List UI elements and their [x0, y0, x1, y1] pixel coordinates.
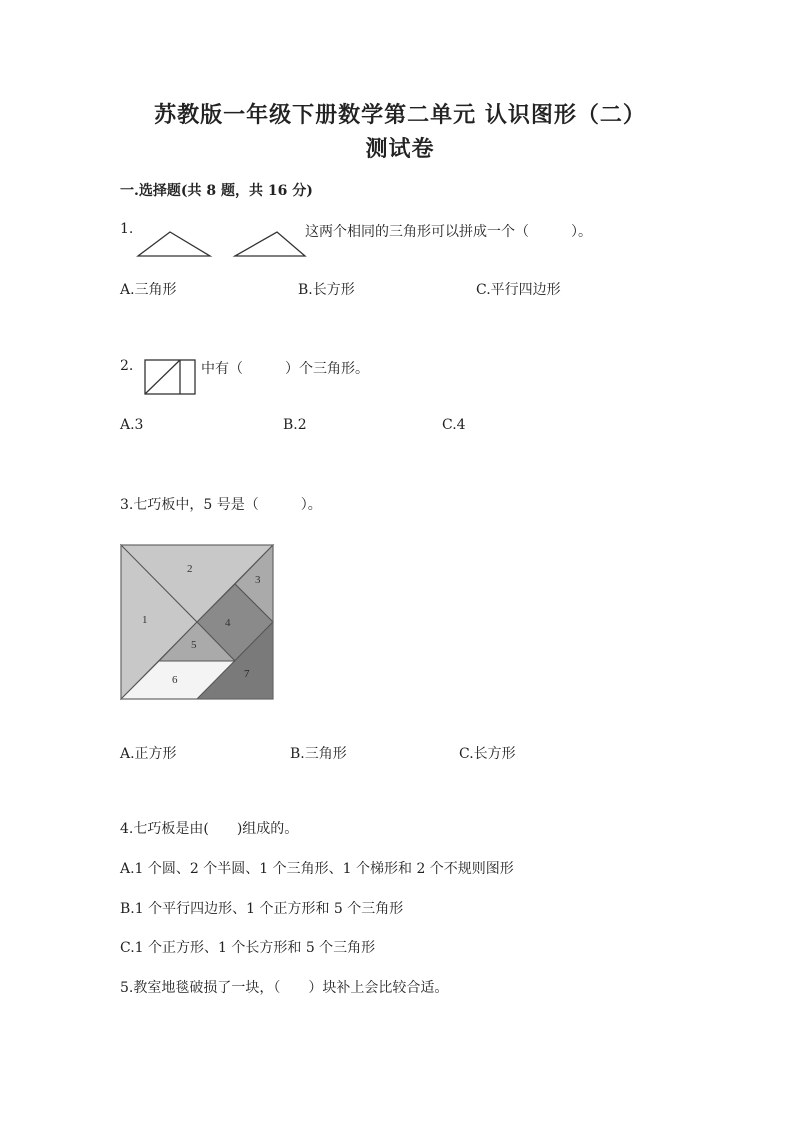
- tangram-figure: [121, 545, 274, 700]
- q2-figure: [144, 359, 196, 395]
- q1-triangle-left: [136, 230, 212, 258]
- tangram-label-2: 2: [187, 563, 193, 575]
- tangram-label-7: 7: [244, 668, 250, 680]
- section-heading: 一.选择题(共 8 题，共 16 分): [120, 183, 313, 199]
- q1-option-b[interactable]: B.长方形: [298, 282, 355, 298]
- q3-option-a[interactable]: A.正方形: [120, 746, 177, 762]
- q2-option-b[interactable]: B.2: [283, 417, 307, 433]
- q1-number: 1.: [120, 221, 134, 237]
- q1-option-c[interactable]: C.平行四边形: [476, 282, 561, 298]
- q2-option-c[interactable]: C.4: [442, 417, 466, 433]
- page-title: 苏教版一年级下册数学第二单元 认识图形（二）: [154, 102, 646, 128]
- q4-option-a[interactable]: A.1 个圆、2 个半圆、1 个三角形、1 个梯形和 2 个不规则图形: [120, 861, 514, 877]
- q1-option-a[interactable]: A.三角形: [120, 282, 177, 298]
- tangram-label-1: 1: [142, 614, 148, 626]
- q3-option-b[interactable]: B.三角形: [290, 746, 347, 762]
- q2-option-a[interactable]: A.3: [120, 417, 144, 433]
- tangram-label-4: 4: [225, 617, 231, 629]
- q3-text: 3.七巧板中，5 号是（ ）。: [120, 497, 322, 513]
- q4-text: 4.七巧板是由( )组成的。: [120, 821, 299, 837]
- q4-option-b[interactable]: B.1 个平行四边形、1 个正方形和 5 个三角形: [120, 901, 404, 917]
- q5-text: 5.教室地毯破损了一块，（ ）块补上会比较合适。: [120, 980, 449, 996]
- tangram-label-3: 3: [255, 574, 261, 586]
- tangram-label-5: 5: [191, 639, 197, 651]
- page-subtitle: 测试卷: [365, 136, 435, 162]
- q1-triangle-right: [233, 230, 309, 258]
- q2-text: 中有（ ）个三角形。: [201, 361, 369, 377]
- q4-option-c[interactable]: C.1 个正方形、1 个长方形和 5 个三角形: [120, 940, 376, 956]
- q3-option-c[interactable]: C.长方形: [459, 746, 516, 762]
- q2-number: 2.: [120, 358, 134, 374]
- tangram-label-6: 6: [172, 674, 178, 686]
- q1-text: 这两个相同的三角形可以拼成一个（ ）。: [305, 224, 592, 240]
